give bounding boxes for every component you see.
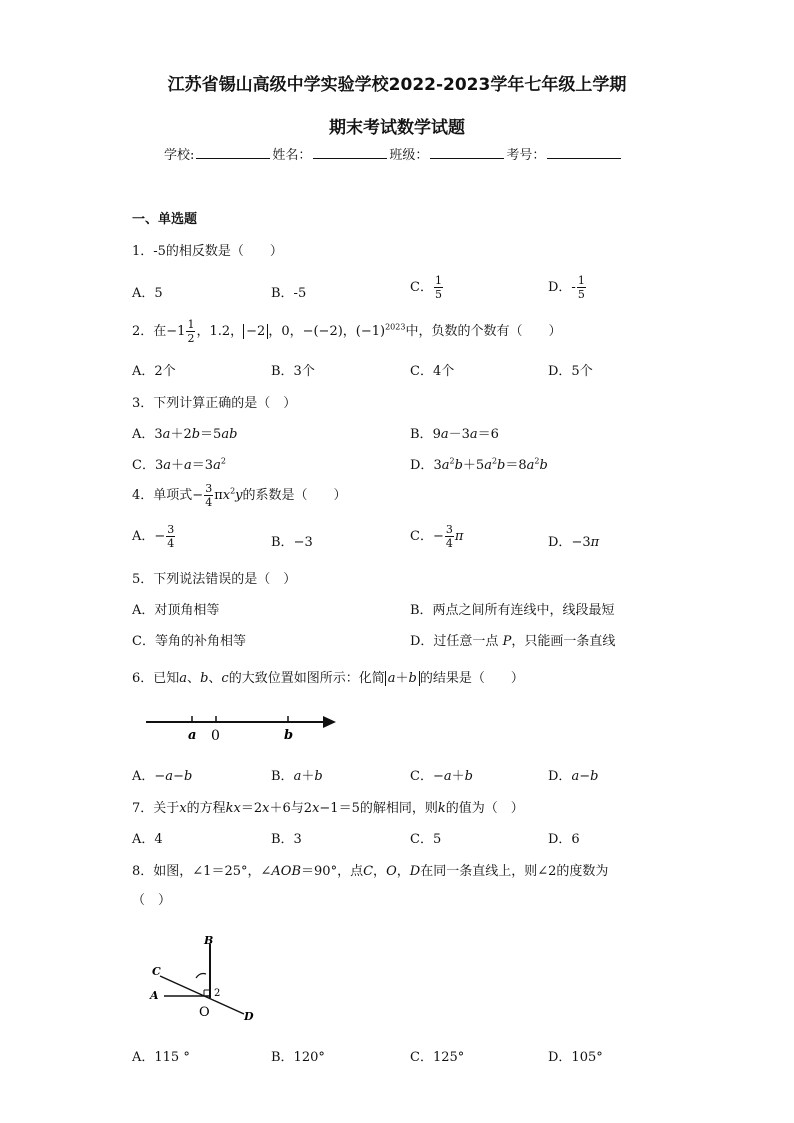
point-A-label: A bbox=[150, 989, 159, 1002]
q3-option-c: C．$3a+a=3a^2$ bbox=[132, 456, 226, 473]
q2-option-d: D．5个 bbox=[548, 364, 593, 379]
q8-option-c: C．125° bbox=[410, 1050, 465, 1065]
school-label: 学校: bbox=[164, 148, 195, 163]
point-b-label: b bbox=[284, 728, 294, 743]
q2-option-c: C．4个 bbox=[410, 364, 455, 379]
q7-option-a: A．4 bbox=[132, 832, 163, 847]
q8-option-b: B．120° bbox=[271, 1050, 325, 1065]
question-7-stem: 7．关于x的方程kx＝2x＋6与2x−1＝5的解相同，则k的值为（ ） bbox=[132, 801, 524, 816]
q6-option-a: A．−a−b bbox=[132, 769, 193, 784]
q7-option-c: C．5 bbox=[410, 832, 442, 847]
q6-option-b: B．a＋b bbox=[271, 769, 323, 784]
point-D-label: D bbox=[244, 1010, 254, 1023]
q5-option-a: A．对顶角相等 bbox=[132, 603, 220, 618]
section-heading: 一、单选题 bbox=[132, 212, 198, 227]
q6-option-c: C．−a＋b bbox=[410, 769, 473, 784]
class-label: 班级： bbox=[389, 148, 429, 163]
q1-option-a: A．5 bbox=[132, 286, 163, 301]
title-line-2: 期末考试数学试题 bbox=[329, 118, 465, 138]
name-label: 姓名： bbox=[272, 148, 312, 163]
q8-option-a: A．115 ° bbox=[132, 1050, 190, 1065]
question-8-stem: 8．如图，∠1＝25°，∠AOB＝90°，点C，O，D在同一条直线上，则∠2的度数为 bbox=[132, 864, 609, 879]
name-field[interactable] bbox=[313, 146, 387, 159]
q7-option-b: B．3 bbox=[271, 832, 302, 847]
q5-option-d: D．过任意一点 P，只能画一条直线 bbox=[410, 634, 616, 649]
q1-option-d: D．- $\frac{1}{5}$ bbox=[548, 274, 585, 301]
q1-option-b: B．-5 bbox=[271, 286, 307, 301]
q3-option-b: B．9a－3a＝6 bbox=[410, 427, 499, 442]
question-3-stem: 3．下列计算正确的是（ ） bbox=[132, 396, 297, 411]
point-B-label: B bbox=[204, 934, 214, 947]
q6-option-d: D．a−b bbox=[548, 769, 599, 784]
id-label: 考号： bbox=[506, 148, 546, 163]
q3-option-a: A．3a＋2b＝5ab bbox=[132, 427, 238, 442]
question-1-stem: 1．-5的相反数是（ ） bbox=[132, 244, 283, 259]
school-field[interactable] bbox=[196, 146, 270, 159]
number-line-figure bbox=[140, 708, 345, 744]
q8-option-d: D．105° bbox=[548, 1050, 603, 1065]
q3-option-d: D．$3a^2b+5a^2b=8a^2b$ bbox=[410, 456, 548, 473]
question-4-stem: 4．单项式− $\frac{3}{4}$ $\pi x^2y$的系数是（ ） bbox=[132, 482, 347, 509]
id-field[interactable] bbox=[547, 146, 621, 159]
q5-option-b: B．两点之间所有连线中，线段最短 bbox=[410, 603, 615, 618]
q7-option-d: D．6 bbox=[548, 832, 580, 847]
point-a-label: a bbox=[188, 728, 197, 743]
q4-option-d: D．−3π bbox=[548, 535, 600, 550]
q1-option-c: C． $\frac{1}{5}$ bbox=[410, 274, 442, 301]
point-O-label: O bbox=[199, 1005, 210, 1020]
q5-option-c: C．等角的补角相等 bbox=[132, 634, 246, 649]
title-line-1: 江苏省锡山高级中学实验学校2022-2023学年七年级上学期 bbox=[167, 75, 627, 95]
class-field[interactable] bbox=[430, 146, 504, 159]
point-C-label: C bbox=[152, 965, 161, 978]
question-8-stem-line2: （ ） bbox=[132, 893, 172, 908]
angle-figure bbox=[140, 930, 270, 1026]
q4-option-a: A．− $\frac{3}{4}$ bbox=[132, 523, 175, 550]
q4-option-c: C．− $\frac{3}{4}$ π bbox=[410, 523, 464, 550]
student-info-row bbox=[164, 144, 623, 163]
q2-option-a: A．2个 bbox=[132, 364, 176, 379]
question-5-stem: 5．下列说法错误的是（ ） bbox=[132, 572, 297, 587]
origin-label: 0 bbox=[211, 728, 220, 744]
q4-option-b: B．−3 bbox=[271, 535, 313, 550]
question-6-stem: 6．已知a、b、c的大致位置如图所示：化简 a＋b 的结果是（ ） bbox=[132, 671, 524, 686]
question-2-stem: 2．在−1 $\frac{1}{2}$ ，1.2， −2 ，0，−(−2)，$(-1)^{2023}$中，负数的个数有（ ） bbox=[132, 318, 562, 345]
q2-option-b: B．3个 bbox=[271, 364, 315, 379]
angle-2-label: 2 bbox=[214, 988, 221, 999]
